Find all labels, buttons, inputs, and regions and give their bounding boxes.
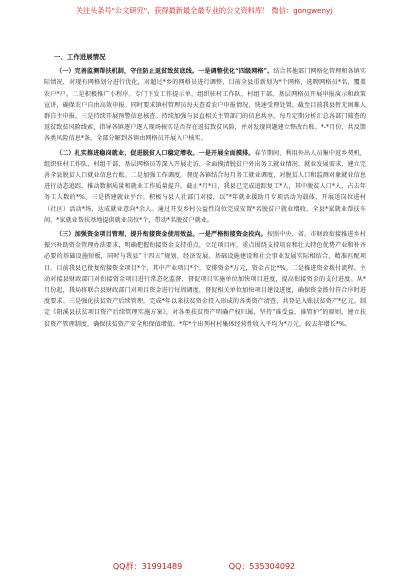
header-promo-text: 关注头条号"公文研究"，获得最新最全最专业的公文资料库！ 微信：gongwenyj	[75, 6, 333, 15]
paragraph-funds	[44, 229, 366, 330]
footer-qq-group: QQ群：31991489	[112, 562, 183, 571]
footer-qq: QQ：535304092	[228, 562, 296, 571]
paragraph-lead: （二）扎实推进稳岗就业，促进脱贫人口稳定增收。一是开展全面摸排。	[56, 149, 255, 157]
paragraph-employment	[44, 148, 366, 226]
paragraph-monitoring	[44, 66, 366, 144]
paragraph-body: 按照中央、省、市财政衔接推进乡村振兴补助资金管理办法要求，明确把握衔接资金支持重点，立足项目库，重点围绕支持培育和壮大特色优势产业和补齐必要的基础设施短板，同时与我县“十四五”规划、经济发展、基础设施建设和社会事业发展实际相结合，精准匹配项目。目前我县已批复衔接资金项目*个，其中产业项目*个，安排资金*万元，资金占比*%。二是推进资金拨付流程。主动对接县财政部门对衔接资金项目进行常态化监督，督促项目实施单位加快项目进度，提高衔接资金的支付进度。从*月份起，我局将联合县财政部门对项目资金进行每周调度，督促相关单位加快项目建设进度，确保资金拨付符合序时进度要求。三是强化扶贫资产后续管理。完成*年以来扶贫资金投入形成的各类资产清查，共登记入账扶贫资产*亿元。制定《阳溪县扶贫项目资产后续管理实施方案》，对各类扶贫资产明确产权归属，坚持“谁受益、谁管护”的原则，建立扶贫资产管理制度，确保扶贫资产安全和保值增值。*年*个出列村村集体经营性收入平均为*万元，较去年增长*%。	[44, 231, 366, 328]
page-header	[0, 6, 408, 15]
document-body	[44, 52, 366, 333]
paragraph-body: 春节期间，利用外出人员集中返乡契机，组织驻村工作队、村组干部、基层网格员等深入开展走访，全面摸清脱贫户外出务工就业情况、就业发展需求，建立完善全县脱贫人口就业信息台账。二是加强工作调度。督促各镇结合每月务工就业调度，对脱贫人口和监测对象就业信息进行动态追踪，推动数据质量和就业工作质量提升。截止*月*日，我县已完成追踪复工*人，其中脱贫人口*人，占去年务工人数的*%。三是搭建就业平台。积极与县人社部门对接，以“*年就业援助月专项活动为载体，开展送岗位进村（社区）活动*场，达成就业意向*余人。通过开发乡村公益性岗位完成安置*名脱贫户就业增收。全县*家就业帮扶车间、*家就业帮扶基地提供就业岗位*个，带动*名脱贫户就业。	[44, 149, 366, 224]
page-footer	[0, 561, 408, 572]
section-title: 一、工作进展情况	[54, 53, 106, 61]
paragraph-body: 结合其他部门网格化管理和各镇实际情况，对现有网格划分进行优化，对超过*乡的网格员进行调整，目前全县重新划为*个网格，选聘网格员*名，覆盖农户*户。二是积极推广小程序。专门下发工作提示单，组织驻村工作队、村组干部、基层网格员开展申报演示和政策宣讲，确保农户自由高效申报。同时要求镇村管理员每天查看农户申报情况，快速受理处置。截至目前我县暂无困难人群自主申报。三是持续开展预警信息核查。持续加强与县直相关主管部门的信息共享，每月定期分析汇总各部门筛查的返贫致贫风险线索，指导各镇逐户逐人现场核实是否存在返贫致贫风险，并对发现问题建立整改台账。*-*月份，共反馈各类风险信息*条，全部分解到各镇由网格员开展入户核实。	[44, 68, 367, 143]
paragraph-lead: （一）完善监测帮扶机制，守住防止返贫致贫底线。一是调整优化“四级网格”。	[56, 68, 274, 76]
paragraph-lead: （三）加强资金项目管理，提升衔接资金使用效益。一是严格衔接资金投向。	[56, 231, 267, 239]
